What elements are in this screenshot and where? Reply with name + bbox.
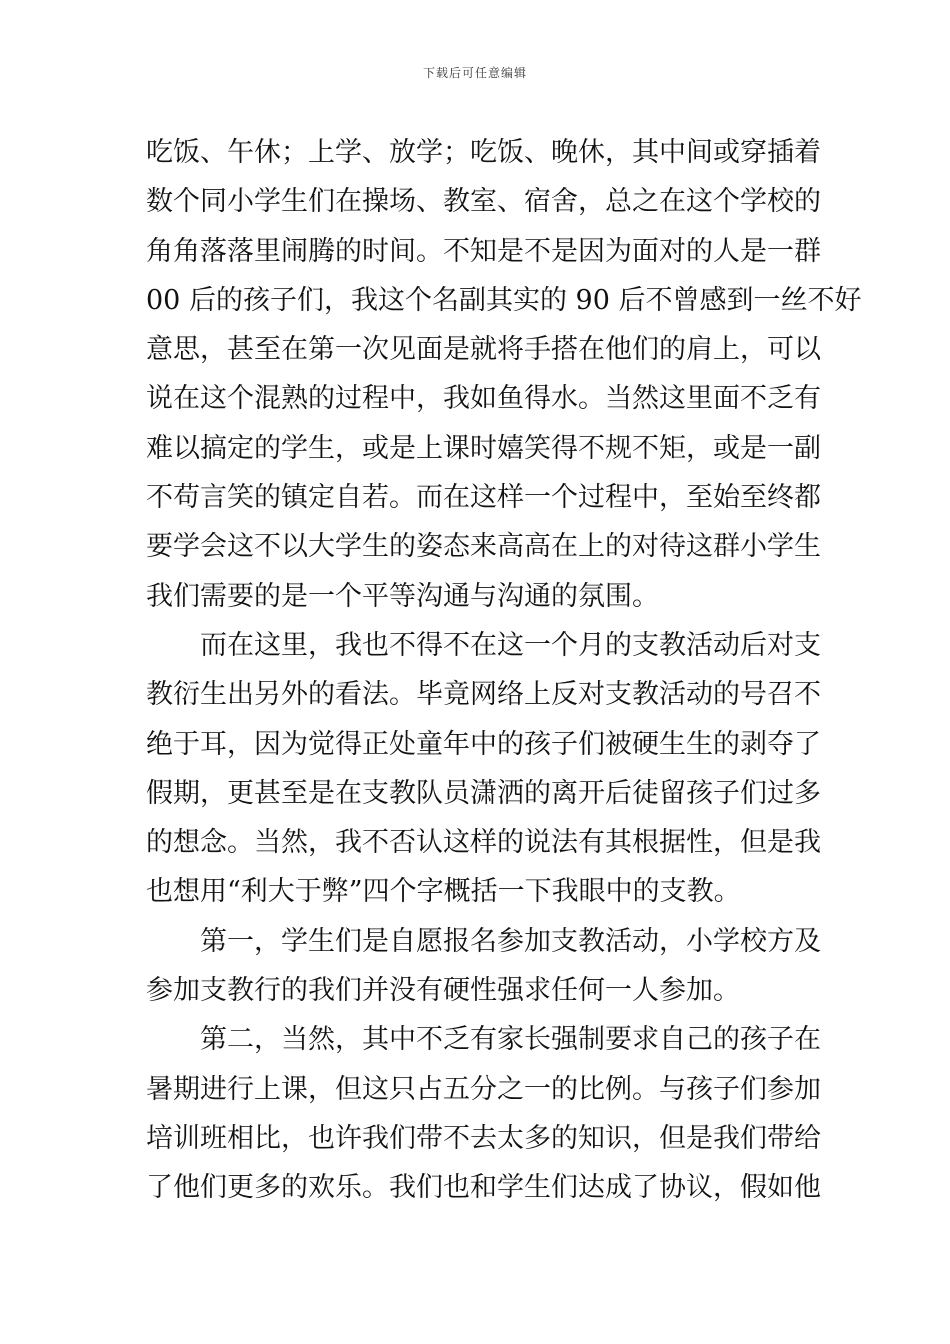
paragraph-3 bbox=[146, 917, 821, 1016]
text-line: 难以搞定的学生，或是上课时嬉笑得不规不矩，或是一副 bbox=[146, 432, 821, 464]
text-line: 意思，甚至在第一次见面是就将手搭在他们的肩上，可以 bbox=[146, 334, 821, 366]
text-line: 我们需要的是一个平等沟通与沟通的氛围。 bbox=[146, 580, 659, 612]
text-line: 了他们更多的欢乐。我们也和学生们达成了协议，假如他 bbox=[146, 1172, 821, 1204]
body-text bbox=[146, 128, 862, 1213]
text-line: 也想用“利大于弊”四个字概括一下我眼中的支教。 bbox=[146, 876, 741, 908]
text-line: 要学会这不以大学生的姿态来高高在上的对待这群小学生 bbox=[146, 531, 821, 563]
text-line: 第二，当然，其中不乏有家长强制要求自己的孩子在 bbox=[200, 1024, 821, 1056]
text-line: 不苟言笑的镇定自若。而在这样一个过程中，至始至终都 bbox=[146, 482, 821, 514]
paragraph-2 bbox=[146, 621, 821, 917]
text-line: 数个同小学生们在操场、教室、宿舍，总之在这个学校的 bbox=[146, 186, 821, 218]
text-line: 绝于耳，因为觉得正处童年中的孩子们被硬生生的剥夺了 bbox=[146, 728, 821, 760]
paragraph-4 bbox=[146, 1015, 821, 1212]
text-line: 00 后的孩子们，我这个名副其实的 90 后不曾感到一丝不好 bbox=[146, 284, 862, 316]
text-line: 参加支教行的我们并没有硬性强求任何一人参加。 bbox=[146, 975, 740, 1007]
text-line: 吃饭、午休；上学、放学；吃饭、晚休，其中间或穿插着 bbox=[146, 137, 821, 168]
text-line: 暑期进行上课，但这只占五分之一的比例。与孩子们参加 bbox=[146, 1073, 821, 1105]
text-line: 第一，学生们是自愿报名参加支教活动，小学校方及 bbox=[200, 925, 821, 957]
text-line: 的想念。当然，我不否认这样的说法有其根据性，但是我 bbox=[146, 827, 821, 859]
text-line: 而在这里，我也不得不在这一个月的支教活动后对支 bbox=[200, 629, 821, 661]
text-line: 角角落落里闹腾的时间。不知是不是因为面对的人是一群 bbox=[146, 235, 821, 267]
paragraph-1 bbox=[146, 128, 862, 621]
text-line: 说在这个混熟的过程中，我如鱼得水。当然这里面不乏有 bbox=[146, 383, 821, 415]
text-line: 假期，更甚至是在支教队员潇洒的离开后徒留孩子们过多 bbox=[146, 777, 821, 809]
text-line: 培训班相比，也许我们带不去太多的知识，但是我们带给 bbox=[146, 1122, 821, 1154]
header-note: 下载后可任意编辑 bbox=[422, 66, 527, 80]
text-line: 教衍生出另外的看法。毕竟网络上反对支教活动的号召不 bbox=[146, 679, 821, 711]
